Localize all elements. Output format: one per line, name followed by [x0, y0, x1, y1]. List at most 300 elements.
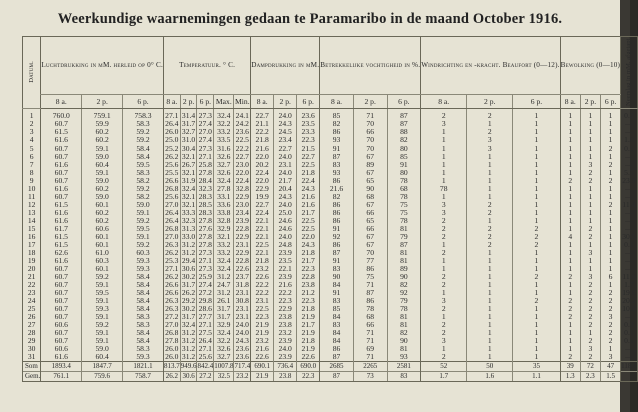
cell-wind-6p: 1	[513, 345, 560, 353]
cell-temp-min: 717.4	[234, 361, 251, 370]
cell-lucht-8a: 60.7	[41, 273, 82, 281]
cell-datum: 3	[23, 128, 41, 136]
cell-wind-8a: 2	[421, 321, 467, 329]
cell-damp-2p: 23.9	[274, 249, 297, 257]
cell-bew-6p: 1	[600, 257, 620, 265]
subheader-damp-2: 6 p.	[297, 95, 320, 109]
cell-wind-8a: 1	[421, 136, 467, 144]
cell-bew-6p: 1	[600, 217, 620, 225]
cell-lucht-8a: 761.1	[41, 371, 82, 381]
cell-bew-8a: 1	[560, 109, 580, 121]
cell-damp-6p: 21.8	[297, 169, 320, 177]
cell-lucht-2p: 59.1	[82, 281, 123, 289]
cell-wind-6p: 1	[513, 289, 560, 297]
cell-wind-2p: 1	[467, 353, 513, 362]
cell-vocht-2p: 70	[353, 120, 387, 128]
cell-temp-2p: 32.7	[181, 127, 196, 137]
cell-temp-min: 23.6	[235, 127, 249, 137]
cell-vocht-8a: 2685	[320, 361, 354, 371]
cell-temp-8a: 26.3	[165, 239, 179, 249]
header-neerslag-text: Neerslag in mM. afgetapt.	[625, 37, 633, 107]
cell-vocht-8a: 87	[320, 153, 354, 161]
cell-lucht-2p: 59.1	[82, 337, 123, 345]
cell-lucht-6p: 59.2	[123, 136, 164, 144]
header-vochtigheid: Betrekkelijke vochtigheid in %.	[320, 37, 421, 95]
cell-temp-2p: 31.9	[181, 175, 196, 185]
cell-temp-2p: 31.0	[181, 135, 196, 145]
cell-damp-2p: 25.0	[274, 209, 297, 217]
cell-lucht-8a: 61.6	[41, 217, 82, 225]
cell-lucht-6p: 758.3	[123, 109, 164, 121]
cell-wind-8a: 1.7	[421, 371, 467, 381]
cell-temp-8a: 26.2	[165, 151, 179, 161]
cell-temp-min: 24.0	[235, 327, 249, 337]
cell-damp-8a: 22.7	[251, 109, 274, 121]
cell-temp-8a: 25.0	[165, 135, 179, 145]
cell-temp-max: 33.8	[214, 209, 234, 217]
cell-neerslag: —	[621, 345, 638, 353]
cell-wind-8a: 2	[421, 217, 467, 225]
cell-wind-2p: 2	[467, 128, 513, 136]
cell-temp-2p: 26.7	[181, 159, 196, 169]
subheader-bewolking-0: 8 a.	[560, 95, 580, 109]
cell-damp-6p: 22.5	[297, 217, 320, 225]
cell-bew-8a: 1	[560, 321, 580, 329]
cell-datum: 14	[23, 217, 41, 225]
cell-temp-8a: 25.6	[165, 191, 179, 201]
cell-lucht-8a: 60.7	[41, 329, 82, 337]
cell-wind-6p: 1	[513, 136, 560, 144]
cell-damp-6p: 21.8	[297, 305, 320, 313]
cell-vocht-6p: 82	[387, 136, 421, 144]
cell-temp-max: 32.4	[214, 109, 234, 121]
cell-temp-6p: 27.4	[198, 135, 212, 145]
cell-wind-2p: 1.6	[467, 371, 513, 381]
cell-lucht-8a: 60.6	[41, 321, 82, 329]
cell-bew-8a: 1	[560, 145, 580, 153]
cell-temp-6p: 28.5	[198, 199, 212, 209]
cell-lucht-6p: 58.4	[123, 337, 164, 345]
cell-wind-8a: 3	[421, 120, 467, 128]
table-row	[23, 313, 638, 321]
cell-temp-min: 22.6	[235, 263, 249, 273]
cell-wind-8a: 2	[421, 249, 467, 257]
cell-temp-8a: 26.4	[165, 215, 179, 225]
cell-temp-max: 32.4	[214, 265, 234, 273]
cell-damp-6p: 24.3	[297, 185, 320, 193]
cell-temp-2p: 31.2	[181, 335, 196, 345]
table-row	[23, 353, 638, 362]
cell-temp-6p: 27.3	[198, 143, 212, 153]
subheader-temperatuur-0: 8 a.	[163, 95, 180, 109]
cell-temp-8a: 26.6	[165, 287, 179, 297]
cell-bew-8a: 1	[560, 337, 580, 345]
cell-temp-max: 32.6	[214, 345, 234, 353]
cell-temp-max: 31.6	[214, 145, 234, 153]
cell-temp-2p: 31.2	[181, 351, 196, 361]
subheader-damp-0: 8 a.	[251, 95, 274, 109]
cell-wind-6p: 1	[513, 353, 560, 362]
cell-damp-8a: 23.2	[251, 265, 274, 273]
cell-datum: 5	[23, 145, 41, 153]
cell-datum: 17	[23, 241, 41, 249]
cell-lucht-2p: 59.1	[82, 169, 123, 177]
cell-wind-8a: 1	[421, 257, 467, 265]
cell-temp-min: 24.2	[235, 119, 249, 129]
cell-damp-2p: 22.7	[274, 145, 297, 153]
cell-lucht-2p: 59.1	[82, 313, 123, 321]
cell-damp-2p: 23.8	[274, 313, 297, 321]
cell-wind-6p: 1	[513, 281, 560, 289]
cell-temp-8a: 26.4	[165, 119, 179, 129]
cell-wind-2p: 1	[467, 313, 513, 321]
cell-wind-6p: 1	[513, 193, 560, 201]
cell-wind-6p: 1	[513, 177, 560, 185]
cell-temp-min: 24.3	[235, 335, 249, 345]
cell-vocht-2p: 70	[353, 136, 387, 144]
cell-vocht-6p: 90	[387, 337, 421, 345]
cell-damp-8a: 22.9	[251, 185, 274, 193]
cell-temp-min: 23.9	[235, 215, 249, 225]
cell-temp-8a: 27.1	[163, 109, 180, 121]
cell-temp-2p: 33.3	[181, 207, 196, 217]
cell-temp-min: 22.9	[235, 191, 249, 201]
cell-temp-6p: 28.6	[198, 303, 212, 313]
cell-vocht-8a: 85	[320, 305, 354, 313]
cell-temp-6p: 25.6	[198, 351, 212, 361]
cell-damp-6p: 21.8	[297, 337, 320, 345]
table-row	[23, 136, 638, 144]
cell-temp-min: 23.1	[235, 311, 249, 321]
cell-datum: 7	[23, 161, 41, 169]
cell-neerslag: —	[621, 209, 638, 217]
cell-temp-6p: 25.9	[198, 271, 212, 281]
cell-bew-8a: 1	[560, 128, 580, 136]
cell-wind-8a: 1	[421, 177, 467, 185]
cell-temp-6p: 27.3	[198, 263, 212, 273]
cell-temp-2p: 29.4	[181, 255, 196, 265]
cell-datum: 8	[23, 169, 41, 177]
cell-bew-8a: 1	[560, 217, 580, 225]
table-row	[23, 209, 638, 217]
cell-lucht-8a: 61.6	[41, 209, 82, 217]
cell-damp-8a: 21.9	[251, 371, 274, 381]
cell-lucht-6p: 758.7	[123, 371, 164, 381]
cell-neerslag: 0.2	[621, 109, 638, 121]
cell-bew-8a: 2	[560, 353, 580, 362]
cell-vocht-8a: 82	[320, 193, 354, 201]
cell-damp-2p: 21.7	[274, 177, 297, 185]
cell-wind-8a: 2	[421, 225, 467, 233]
cell-temp-8a: 26.2	[165, 247, 179, 257]
cell-lucht-8a: 62.6	[41, 249, 82, 257]
cell-temp-max: 27.8	[214, 185, 234, 193]
table-row	[23, 120, 638, 128]
cell-vocht-6p: 87	[387, 109, 421, 121]
cell-damp-6p: 21.6	[297, 201, 320, 209]
cell-lucht-6p: 59.0	[123, 201, 164, 209]
cell-lucht-8a: 60.7	[41, 193, 82, 201]
cell-neerslag: 0.1	[621, 337, 638, 345]
cell-wind-6p: 1	[513, 321, 560, 329]
cell-temp-8a: 27.2	[165, 311, 179, 321]
cell-wind-6p: 1	[513, 257, 560, 265]
cell-bew-2p: 2	[580, 305, 600, 313]
cell-temp-max: 32.6	[214, 153, 234, 161]
cell-temp-max: 33.2	[214, 249, 234, 257]
cell-damp-2p: 24.0	[274, 233, 297, 241]
cell-bew-2p: 2	[580, 337, 600, 345]
cell-temp-2p: 32.4	[181, 319, 196, 329]
cell-temp-8a: 27.0	[165, 231, 179, 241]
cell-wind-6p: 2	[513, 233, 560, 241]
cell-vocht-2p: 77	[353, 257, 387, 265]
cell-temp-max: 32.9	[214, 321, 234, 329]
cell-temp-min: 23.6	[235, 343, 249, 353]
cell-damp-2p: 24.0	[274, 201, 297, 209]
cell-wind-8a: 1	[421, 241, 467, 249]
cell-wind-2p: 1	[467, 120, 513, 128]
cell-vocht-8a: 91	[320, 225, 354, 233]
table-row	[23, 345, 638, 353]
cell-temp-8a: 26.2	[163, 371, 180, 381]
cell-wind-2p: 1	[467, 249, 513, 257]
cell-temp-6p: 27.4	[198, 279, 212, 289]
cell-wind-6p: 1	[513, 185, 560, 193]
cell-wind-6p: 1	[513, 145, 560, 153]
table-row	[23, 201, 638, 209]
cell-bew-2p: 1	[580, 193, 600, 201]
cell-bew-2p: 1	[580, 128, 600, 136]
cell-datum: 25	[23, 305, 41, 313]
cell-neerslag: —	[621, 257, 638, 265]
cell-vocht-6p: 81	[387, 313, 421, 321]
cell-temp-max: 31.7	[214, 313, 234, 321]
cell-wind-8a: 78	[421, 185, 467, 193]
cell-wind-6p: 1.1	[513, 371, 560, 381]
cell-bew-6p: 2	[600, 145, 620, 153]
cell-damp-2p: 24.0	[274, 345, 297, 353]
header-dampdrukking: Dampdrukking in mM.	[251, 37, 320, 95]
cell-damp-6p: 21.6	[297, 193, 320, 201]
cell-temp-6p: 29.8	[198, 295, 212, 305]
cell-lucht-2p: 60.2	[82, 185, 123, 193]
cell-lucht-6p: 58.3	[123, 321, 164, 329]
cell-vocht-8a: 84	[320, 337, 354, 345]
cell-vocht-6p: 93	[387, 353, 421, 362]
cell-bew-8a: 4	[560, 233, 580, 241]
table-row	[23, 321, 638, 329]
cell-bew-8a: 2	[560, 313, 580, 321]
table-row	[23, 169, 638, 177]
cell-vocht-2p: 70	[353, 249, 387, 257]
cell-bew-6p: 3	[600, 313, 620, 321]
cell-damp-2p: 20.4	[274, 185, 297, 193]
cell-damp-8a: 22.6	[251, 273, 274, 281]
cell-damp-2p: 24.6	[274, 217, 297, 225]
cell-vocht-6p: 85	[387, 153, 421, 161]
cell-wind-8a: 1	[421, 345, 467, 353]
cell-temp-max: 33.2	[214, 128, 234, 136]
cell-wind-2p: 2	[467, 241, 513, 249]
cell-vocht-6p: 83	[387, 371, 421, 381]
cell-vocht-8a: 21.6	[320, 185, 354, 193]
cell-vocht-8a: 86	[320, 345, 354, 353]
cell-damp-6p: 22.5	[297, 225, 320, 233]
cell-wind-2p: 2	[467, 109, 513, 121]
cell-bew-8a: 1	[560, 329, 580, 337]
cell-wind-6p: 1	[513, 305, 560, 313]
subheader-damp-1: 2 p.	[274, 95, 297, 109]
cell-wind-2p: 1	[467, 321, 513, 329]
cell-lucht-2p: 59.2	[82, 273, 123, 281]
cell-temp-min: 22.7	[235, 151, 249, 161]
cell-temp-2p: 26.2	[181, 287, 196, 297]
cell-vocht-6p: 88	[387, 128, 421, 136]
cell-neerslag: 19.6	[622, 287, 636, 297]
cell-temp-8a: 25.3	[165, 255, 179, 265]
cell-temp-2p: 32.3	[181, 215, 196, 225]
cell-temp-8a: 26.2	[165, 271, 179, 281]
cell-damp-6p: 22.3	[297, 136, 320, 144]
table-row	[23, 257, 638, 265]
subheader-bewolking-2: 6 p.	[600, 95, 620, 109]
cell-lucht-6p: 59.2	[123, 185, 164, 193]
cell-vocht-2p: 67	[353, 169, 387, 177]
cell-lucht-6p: 58.4	[123, 297, 164, 305]
cell-lucht-8a: 61.6	[41, 136, 82, 144]
cell-vocht-2p: 67	[353, 201, 387, 209]
cell-vocht-8a: 84	[320, 281, 354, 289]
cell-temp-8a: 26.0	[165, 351, 179, 361]
cell-vocht-8a: 83	[320, 297, 354, 305]
cell-bew-8a: 1	[560, 161, 580, 169]
cell-vocht-6p: 80	[387, 145, 421, 153]
cell-bew-6p: 2	[600, 289, 620, 297]
cell-temp-min: 22.5	[235, 135, 249, 145]
cell-temp-min: 32.8	[235, 183, 249, 193]
cell-damp-2p: 23.5	[274, 257, 297, 265]
cell-datum: 29	[23, 337, 41, 345]
cell-damp-8a: 22.5	[251, 305, 274, 313]
cell-temp-2p: 32.4	[181, 183, 196, 193]
cell-temp-2p: 31.7	[181, 119, 196, 129]
cell-damp-2p: 21.6	[274, 281, 297, 289]
cell-temp-min: 31.8	[235, 279, 249, 289]
subheader-bewolking-1: 2 p.	[580, 95, 600, 109]
cell-temp-6p: 28.4	[198, 175, 212, 185]
subheader-row	[23, 95, 638, 109]
cell-lucht-2p: 60.1	[82, 201, 123, 209]
cell-damp-8a: 19.9	[251, 193, 274, 201]
cell-temp-2p: 31.7	[181, 279, 196, 289]
subheader-temperatuur-3: Max.	[214, 95, 234, 109]
header-datum-text: Datum.	[28, 60, 36, 83]
cell-temp-2p: 30.2	[181, 303, 196, 313]
cell-lucht-6p: 58.4	[123, 281, 164, 289]
subheader-vocht-1: 2 p.	[353, 95, 387, 109]
cell-bew-8a: 2	[560, 177, 580, 185]
cell-damp-6p: 21.8	[297, 249, 320, 257]
cell-damp-6p: 21.9	[297, 329, 320, 337]
cell-damp-6p: 21.7	[297, 209, 320, 217]
cell-wind-2p: 1	[467, 161, 513, 169]
cell-vocht-2p: 68	[353, 193, 387, 201]
cell-bew-8a: 1	[560, 289, 580, 297]
table-row	[23, 249, 638, 257]
cell-vocht-2p: 67	[353, 233, 387, 241]
cell-damp-6p: 22.3	[297, 297, 320, 305]
cell-datum: 9	[23, 177, 41, 185]
cell-bew-6p: 2	[600, 177, 620, 185]
cell-damp-8a: 690.1	[251, 361, 274, 371]
cell-datum: 28	[23, 329, 41, 337]
cell-bew-6p: 1	[600, 109, 620, 121]
table-row	[23, 305, 638, 313]
cell-neerslag: 10.8	[622, 303, 636, 313]
table-row	[23, 128, 638, 136]
header-bewolking: Bewolking (0—10)	[560, 37, 620, 95]
cell-temp-2p: 31.4	[180, 109, 197, 121]
cell-wind-8a: 1	[421, 193, 467, 201]
cell-damp-2p: 23.8	[274, 321, 297, 329]
cell-damp-2p: 24.0	[274, 109, 297, 121]
cell-vocht-6p: 87	[387, 120, 421, 128]
cell-lucht-6p: 1821.1	[123, 361, 164, 371]
cell-temp-min: 23.4	[235, 207, 249, 217]
cell-bew-2p: 2	[580, 313, 600, 321]
cell-damp-6p: 23.6	[297, 109, 320, 121]
cell-temp-min: 22.8	[235, 223, 249, 233]
cell-damp-6p: 22.3	[297, 371, 320, 381]
cell-lucht-8a: 61.7	[41, 225, 82, 233]
cell-lucht-6p: 59.3	[123, 353, 164, 362]
cell-temp-8a: 25.2	[165, 143, 179, 153]
cell-vocht-6p: 90	[387, 273, 421, 281]
table-row	[23, 241, 638, 249]
cell-damp-8a: 22.2	[251, 281, 274, 289]
cell-temp-6p: 27.1	[198, 319, 212, 329]
cell-lucht-6p: 58.4	[123, 153, 164, 161]
cell-temp-min: 23.6	[235, 351, 249, 361]
cell-vocht-6p: 75	[387, 209, 421, 217]
cell-lucht-6p: 59.2	[123, 241, 164, 249]
cell-lucht-8a: 60.7	[41, 169, 82, 177]
cell-temp-8a: 26.8	[165, 223, 179, 233]
cell-vocht-6p: 80	[387, 169, 421, 177]
cell-vocht-6p: 91	[387, 161, 421, 169]
cell-vocht-8a: 86	[320, 217, 354, 225]
cell-lucht-8a: 60.7	[41, 289, 82, 297]
cell-wind-2p: 2	[467, 225, 513, 233]
cell-vocht-6p: 2581	[387, 361, 421, 371]
table-row	[23, 281, 638, 289]
cell-damp-2p: 23.9	[274, 353, 297, 362]
cell-bew-6p: 1	[600, 128, 620, 136]
cell-vocht-2p: 71	[353, 281, 387, 289]
cell-bew-2p: 1	[580, 136, 600, 144]
cell-wind-8a: 3	[421, 209, 467, 217]
table-row	[23, 161, 638, 169]
cell-lucht-8a: 61.5	[41, 241, 82, 249]
cell-temp-2p: 29.2	[181, 295, 196, 305]
cell-lucht-8a: 60.7	[41, 177, 82, 185]
cell-bew-6p: 1	[600, 265, 620, 273]
cell-temp-6p: 27.7	[198, 311, 212, 321]
cell-damp-2p: 23.4	[274, 136, 297, 144]
cell-bew-2p: 2	[580, 321, 600, 329]
cell-neerslag: 0.1	[621, 145, 638, 153]
